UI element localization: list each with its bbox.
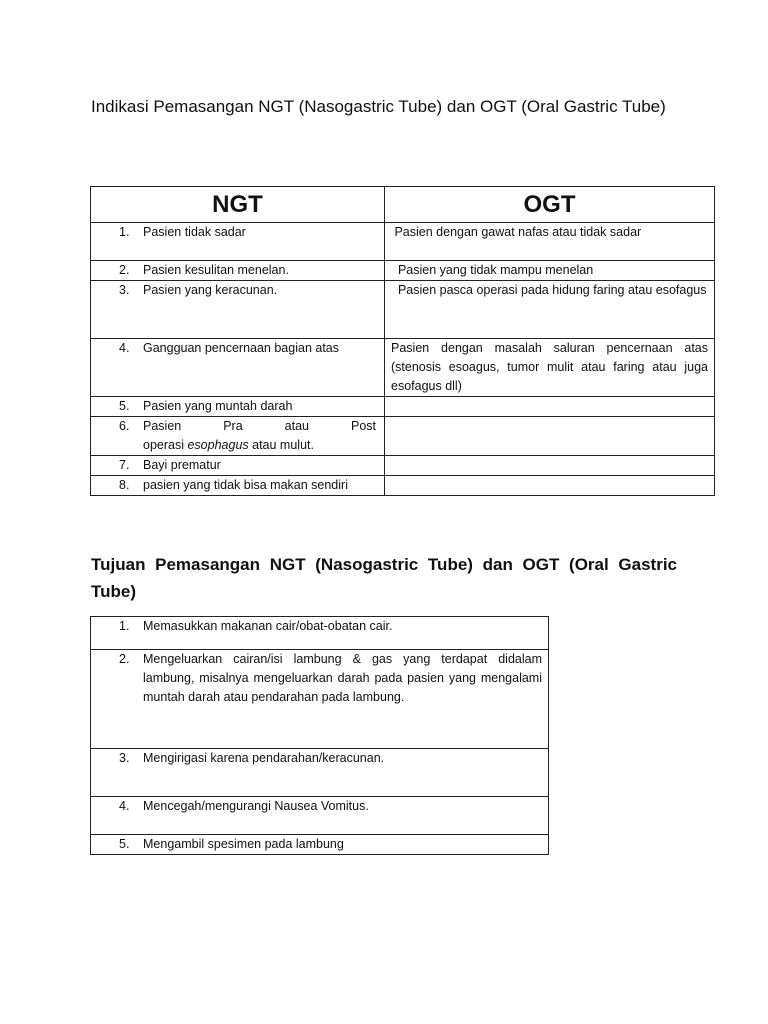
ngt-text-line2-italic: esophagus bbox=[187, 438, 249, 452]
ngt-cell bbox=[91, 339, 385, 397]
row-number: 5. bbox=[119, 837, 130, 851]
ngt-cell bbox=[91, 456, 385, 476]
table-row bbox=[91, 835, 549, 855]
section-title-tujuan: Tujuan Pemasangan NGT (Nasogastric Tube) dan OGT (Oral Gastric Tube) bbox=[91, 555, 677, 601]
ogt-cell bbox=[385, 417, 715, 456]
ngt-text: Gangguan pencernaan bagian atas bbox=[143, 341, 339, 355]
row-number: 1. bbox=[119, 225, 130, 239]
table-row bbox=[91, 261, 715, 281]
tujuan-text: Mengirigasi karena pendarahan/keracunan. bbox=[143, 751, 385, 765]
ngt-cell bbox=[91, 397, 385, 417]
tujuan-text: Mencegah/mengurangi Nausea Vomitus. bbox=[143, 799, 369, 813]
ngt-text: pasien yang tidak bisa makan sendiri bbox=[143, 478, 348, 492]
table-header-row bbox=[91, 187, 715, 223]
ngt-text: Pasien yang keracunan. bbox=[143, 283, 278, 297]
ogt-cell bbox=[385, 456, 715, 476]
table-row bbox=[91, 456, 715, 476]
table-row bbox=[91, 749, 549, 797]
ogt-cell: Pasien dengan gawat nafas atau tidak sadar bbox=[385, 223, 715, 261]
tujuan-table bbox=[90, 616, 549, 855]
row-number: 3. bbox=[119, 751, 130, 765]
ngt-cell bbox=[91, 417, 385, 456]
ogt-cell: Pasien pasca operasi pada hidung faring atau esofagus bbox=[385, 281, 715, 339]
table-row bbox=[91, 339, 715, 397]
table-row bbox=[91, 617, 549, 650]
ngt-text: Pasien kesulitan menelan. bbox=[143, 263, 289, 277]
row-number: 8. bbox=[119, 478, 130, 492]
row-number: 4. bbox=[119, 341, 130, 355]
table-row bbox=[91, 476, 715, 496]
row-number: 4. bbox=[119, 799, 130, 813]
ogt-cell bbox=[385, 476, 715, 496]
row-number: 6. bbox=[119, 419, 130, 433]
tujuan-text: Mengeluarkan cairan/isi lambung & gas yang terdapat didalam lambung, misalnya mengeluarkan darah pada pasien yang mengalami muntah darah atau pendarahan pada lambung. bbox=[143, 652, 542, 704]
ngt-text: Bayi prematur bbox=[143, 458, 221, 472]
ngt-cell bbox=[91, 281, 385, 339]
row-number: 2. bbox=[119, 263, 130, 277]
table-row bbox=[91, 281, 715, 339]
header-ngt: NGT bbox=[91, 187, 385, 223]
ngt-text-line1: Pasien Pra atau Post bbox=[143, 419, 376, 433]
ngt-cell bbox=[91, 261, 385, 281]
tujuan-cell bbox=[91, 835, 549, 855]
row-number: 7. bbox=[119, 458, 130, 472]
ngt-cell bbox=[91, 223, 385, 261]
tujuan-cell bbox=[91, 650, 549, 749]
table-row bbox=[91, 397, 715, 417]
row-number: 3. bbox=[119, 283, 130, 297]
ogt-cell bbox=[385, 397, 715, 417]
tujuan-text: Memasukkan makanan cair/obat-obatan cair. bbox=[143, 619, 393, 633]
row-number: 2. bbox=[119, 652, 130, 666]
table-row bbox=[91, 223, 715, 261]
ogt-cell: Pasien yang tidak mampu menelan bbox=[385, 261, 715, 281]
tujuan-cell bbox=[91, 749, 549, 797]
tujuan-cell bbox=[91, 797, 549, 835]
ngt-text-line2 bbox=[143, 436, 376, 455]
ngt-text: Pasien tidak sadar bbox=[143, 225, 246, 239]
row-number: 5. bbox=[119, 399, 130, 413]
table-row bbox=[91, 650, 549, 749]
ngt-text-line2-a: operasi bbox=[143, 438, 188, 452]
indikasi-table bbox=[90, 186, 715, 496]
header-ogt: OGT bbox=[385, 187, 715, 223]
ogt-cell: Pasien dengan masalah saluran pencernaan atas (stenosis esoagus, tumor mulit atau faring atau juga esofagus dll) bbox=[385, 339, 715, 397]
ngt-cell bbox=[91, 476, 385, 496]
row-number: 1. bbox=[119, 619, 130, 633]
ngt-text: Pasien yang muntah darah bbox=[143, 399, 293, 413]
tujuan-text: Mengambil spesimen pada lambung bbox=[143, 837, 344, 851]
ngt-text-line2-b: atau mulut. bbox=[248, 438, 314, 452]
table-row bbox=[91, 797, 549, 835]
tujuan-cell bbox=[91, 617, 549, 650]
section-title-indikasi: Indikasi Pemasangan NGT (Nasogastric Tube) dan OGT (Oral Gastric Tube) bbox=[91, 97, 666, 116]
table-row bbox=[91, 417, 715, 456]
